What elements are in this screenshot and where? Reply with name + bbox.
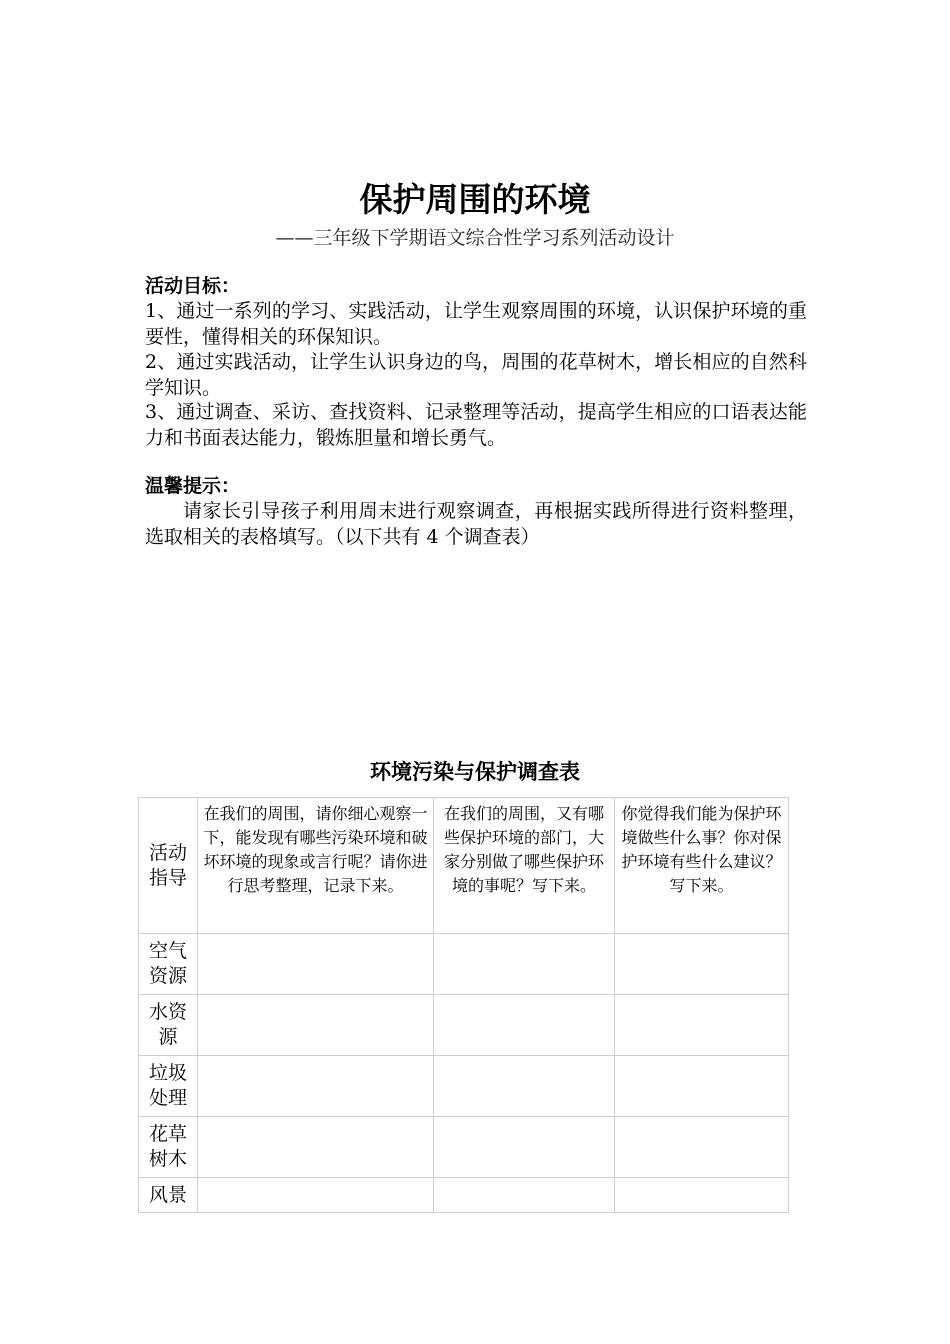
row-label: 风景 [139, 1178, 198, 1213]
answer-cell[interactable] [434, 1117, 615, 1178]
table-row [139, 1056, 789, 1117]
guide-cell-suggestions: 你觉得我们能为保护环境做些什么事？你对保护环境有些什么建议？写下来。 [615, 798, 789, 934]
answer-cell[interactable] [615, 1056, 789, 1117]
answer-cell[interactable] [615, 1117, 789, 1178]
tips-heading: 温馨提示： [145, 475, 241, 497]
table-row [139, 1117, 789, 1178]
table-header-row [139, 798, 789, 934]
row-label: 空气资源 [139, 934, 198, 995]
answer-cell[interactable] [434, 1056, 615, 1117]
survey-table [138, 797, 789, 1213]
guide-label-cell: 活动指导 [139, 798, 198, 934]
document-subtitle: ——三年级下学期语文综合性学习系列活动设计 [275, 227, 675, 249]
objectives-heading: 活动目标： [145, 275, 241, 297]
table-row [139, 995, 789, 1056]
row-label: 垃圾处理 [139, 1056, 198, 1117]
answer-cell[interactable] [615, 995, 789, 1056]
objective-item-3: 3、通过调查、采访、查找资料、记录整理等活动，提高学生相应的口语表达能力和书面表达能力，锻炼胆量和增长勇气。 [145, 401, 807, 449]
table-row [139, 934, 789, 995]
answer-cell[interactable] [434, 1178, 615, 1213]
guide-cell-pollution: 在我们的周围，请你细心观察一下，能发现有哪些污染环境和破坏环境的现象或言行呢？请你进行思考整理，记录下来。 [198, 798, 434, 934]
answer-cell[interactable] [198, 1178, 434, 1213]
answer-cell[interactable] [198, 995, 434, 1056]
survey-table-title: 环境污染与保护调查表 [370, 760, 580, 784]
answer-cell[interactable] [615, 1178, 789, 1213]
row-label: 水资源 [139, 995, 198, 1056]
answer-cell[interactable] [198, 1117, 434, 1178]
answer-cell[interactable] [198, 1056, 434, 1117]
answer-cell[interactable] [434, 995, 615, 1056]
objective-item-2: 2、通过实践活动，让学生认识身边的鸟，周围的花草树木，增长相应的自然科学知识。 [145, 351, 807, 399]
answer-cell[interactable] [198, 934, 434, 995]
row-label: 花草树木 [139, 1117, 198, 1178]
answer-cell[interactable] [434, 934, 615, 995]
table-row [139, 1178, 789, 1213]
guide-cell-departments: 在我们的周围，又有哪些保护环境的部门，大家分别做了哪些保护环境的事呢？写下来。 [434, 798, 615, 934]
answer-cell[interactable] [615, 934, 789, 995]
tips-text: 请家长引导孩子利用周末进行观察调查，再根据实践所得进行资料整理，选取相关的表格填写。（以下共有 4 个调查表） [145, 500, 807, 548]
document-title: 保护周围的环境 [359, 180, 591, 219]
objective-item-1: 1、通过一系列的学习、实践活动，让学生观察周围的环境，认识保护环境的重要性，懂得相关的环保知识。 [145, 300, 807, 348]
